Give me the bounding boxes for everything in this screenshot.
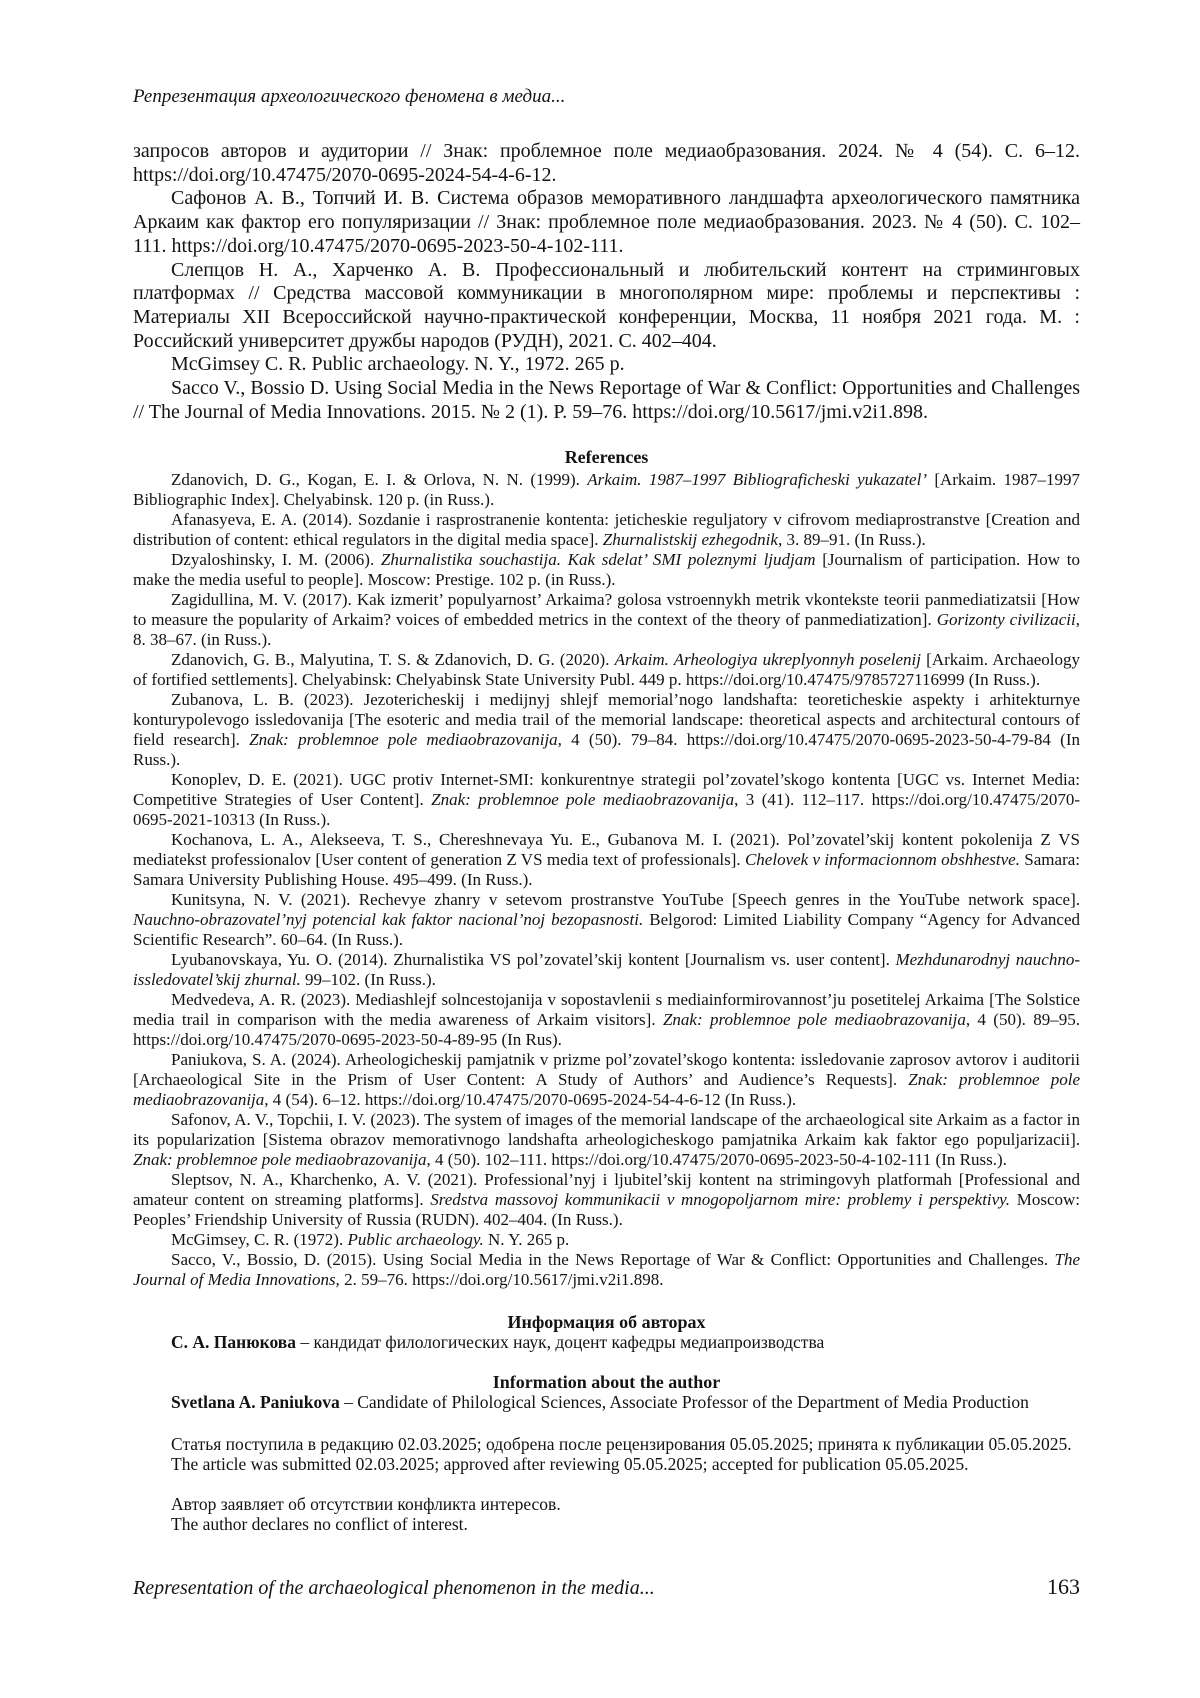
text-segment: [Arkaim. Archaeology of fortified settlements]. Chelyabinsk: Chelyabinsk State University Publ. 449 p. https://doi.org/10.47475/9785727116999 (In Russ.). <box>133 650 1081 690</box>
text-segment: Samara: Samara University Publishing House. 495–499. (In Russ.). <box>133 850 1080 890</box>
text-segment: Zhurnalistskij ezhegodnik <box>602 530 778 550</box>
reference-entry <box>133 650 1080 690</box>
reference-entry <box>133 590 1080 650</box>
text-segment: Zubanova, L. B. (2023). Jezotericheskij i medijnyj shlejf memorial’nogo landshafta: teoreticheskie aspekty i arhitekturnye konturypolevogo issledovanija [The esoteric and media trail of the memorial landscape: theoretical aspects and architectural contours of field research]. <box>133 690 1080 750</box>
text-segment: , 4 (50). 102–111. https://doi.org/10.47475/2070-0695-2023-50-4-102-111 (In Russ.). <box>426 1150 1007 1170</box>
submission-dates <box>133 1434 1080 1474</box>
author-info-en-heading: Information about the author <box>492 1372 721 1393</box>
text-segment: Автор заявляет об отсутствии конфликта интересов. <box>171 1494 561 1515</box>
russian-references-list <box>133 140 1080 424</box>
reference-entry <box>133 690 1080 770</box>
text-segment: Konoplev, D. E. (2021). UGC protiv Internet-SMI: konkurentnye strategii pol’zovatel’skogo kontenta [UGC vs. Internet Media: Competitive Strategies of User Content]. <box>133 770 1080 810</box>
text-segment: Afanasyeva, E. A. (2014). Sozdanie i rasprostranenie kontenta: jeticheskie reguljatory v cifrovom mediaprostranstve [Creation and distribution of content: ethical regulators in the digital media space]. <box>133 510 1080 550</box>
text-segment: Sacco V., Bossio D. Using Social Media in the News Reportage of War & Conflict: Opportunities and Challenges // The Journal of Media Innovations. 2015. № 2 (1). P. 59–76. https://doi.org/10.5617/jmi.v2i1.898. <box>133 377 1080 423</box>
text-segment: Gorizonty civilizacii <box>936 610 1076 630</box>
reference-entry <box>133 550 1080 590</box>
text-segment: , 4 (54). 6–12. https://doi.org/10.47475/2070-0695-2024-54-4-6-12 (In Russ.). <box>264 1090 797 1110</box>
text-segment: Lyubanovskaya, Yu. O. (2014). Zhurnalistika VS pol’zovatel’skij kontent [Journalism vs. user content]. <box>171 950 896 970</box>
reference-entry <box>133 1170 1080 1230</box>
reference-entry <box>133 1250 1080 1290</box>
text-segment: The Journal of Media Innovations, <box>133 1250 1080 1290</box>
text-segment: Arkaim. 1987–1997 Bibliograficheski yukazatel’ <box>587 470 927 490</box>
running-header: Репрезентация археологического феномена в медиа... <box>133 86 566 107</box>
conflict-of-interest <box>133 1494 1080 1534</box>
text-segment: , 8. 38–67. (in Russ.). <box>133 610 1080 650</box>
text-segment: Статья поступила в редакцию 02.03.2025; одобрена после рецензирования 05.05.2025; принята к публикации 05.05.2025. <box>171 1434 1072 1455</box>
text-segment: Svetlana A. Paniukova <box>171 1392 340 1413</box>
russian-reference-entry <box>133 259 1080 354</box>
text-segment: Zdanovich, G. B., Malyutina, T. S. & Zdanovich, D. G. (2020). <box>171 650 615 670</box>
text-segment: Слепцов Н. А., Харченко А. В. Профессиональный и любительский контент на стриминговых платформах // Средства массовой коммуникации в многополярном мире: проблемы и перспективы : Материалы XII Всероссийской научно-практической конференции, Москва, 11 ноября 2021 года. М. : Российский университет дружбы народов (РУДН), 2021. С. 402–404. <box>133 258 1080 352</box>
text-segment: Chelovek v informacionnom obshhestve. <box>744 850 1020 870</box>
text-segment: Zdanovich, D. G., Kogan, E. I. & Orlova, N. N. (1999). <box>171 470 588 490</box>
author-info-ru-line <box>133 1332 1080 1352</box>
text-segment: Kochanova, L. A., Alekseeva, T. S., Chereshnevaya Yu. E., Gubanova M. I. (2021). Pol’zovatel’skij kontent pokolenija Z VS mediatekst professionalov [User content of generation Z VS media text of professionals]. <box>133 830 1080 870</box>
text-segment: Nauchno-obrazovatel’nyj potencial kak faktor nacional’noj bezopasnosti. <box>133 910 644 930</box>
reference-entry <box>133 1230 1080 1250</box>
text-segment: [Journalism of participation. How to make the media useful to people]. Moscow: Prestige. 102 p. (in Russ.). <box>133 550 1080 590</box>
text-segment: Znak: problemnoe pole mediaobrazovanija <box>431 790 735 810</box>
footer-running-title: Representation of the archaeological phenomenon in the media... <box>133 1577 655 1599</box>
text-segment: – Candidate of Philological Sciences, Associate Professor of the Department of Media Production <box>339 1392 1029 1413</box>
russian-reference-entry <box>133 187 1080 258</box>
text-segment: Kunitsyna, N. V. (2021). Rechevye zhanry v setevom prostranstve YouTube [Speech genres in the YouTube network space]. <box>171 890 1080 910</box>
text-segment: Public archaeology. <box>347 1230 484 1250</box>
text-segment: McGimsey, C. R. (1972). <box>171 1230 348 1250</box>
reference-entry <box>133 890 1080 950</box>
text-segment: Mezhdunarodnyj nauchno-issledovatel’skij zhurnal. <box>133 950 1080 990</box>
reference-entry <box>133 470 1080 510</box>
text-segment: N. Y. 265 p. <box>483 1230 570 1250</box>
page-content <box>133 140 1080 1534</box>
text-segment: Znak: problemnoe pole mediaobrazovanija <box>133 1070 1080 1110</box>
text-segment: Sacco, V., Bossio, D. (2015). Using Social Media in the News Reportage of War & Conflict: Opportunities and Challenges. <box>171 1250 1055 1270</box>
reference-entry <box>133 950 1080 990</box>
text-segment: , 3 (41). 112–117. https://doi.org/10.47475/2070-0695-2021-10313 (In Russ.). <box>133 790 1080 830</box>
text-segment: Znak: problemnoe pole mediaobrazovanija <box>249 730 558 750</box>
text-segment: McGimsey C. R. Public archaeology. N. Y., 1972. 265 p. <box>171 353 625 376</box>
text-segment: Sleptsov, N. A., Kharchenko, A. V. (2021). Professional’nyj i ljubitel’skij kontent na strimingovyh platformah [Professional and amateur content on streaming platforms]. <box>133 1170 1080 1210</box>
author-info-en-line <box>133 1392 1080 1412</box>
submission-date-line <box>133 1454 1080 1474</box>
conflict-line <box>133 1514 1080 1534</box>
text-segment: 99–102. (In Russ.). <box>300 970 436 990</box>
references-heading: References <box>564 447 649 468</box>
conflict-line <box>133 1494 1080 1514</box>
page-footer <box>133 1574 1080 1600</box>
text-segment: , 4 (50). 89–95. https://doi.org/10.47475/2070-0695-2023-50-4-89-95 (In Rus). <box>133 1010 1080 1050</box>
text-segment: The author declares no conflict of interest. <box>171 1514 468 1535</box>
text-segment: , 3. 89–91. (In Russ.). <box>777 530 926 550</box>
text-segment: Arkaim. Arheologiya ukreplyonnyh poselenij <box>614 650 922 670</box>
text-segment: С. А. Панюкова <box>171 1332 296 1353</box>
reference-entry <box>133 1110 1080 1170</box>
text-segment: 2. 59–76. https://doi.org/10.5617/jmi.v2i1.898. <box>339 1270 664 1290</box>
reference-entry <box>133 1050 1080 1110</box>
references-list <box>133 470 1080 1290</box>
text-segment: Moscow: Peoples’ Friendship University of Russia (RUDN). 402–404. (In Russ.). <box>133 1190 1080 1230</box>
text-segment: Znak: problemnoe pole mediaobrazovanija <box>662 1010 966 1030</box>
text-segment: Medvedeva, A. R. (2023). Mediashlejf solncestojanija v sopostavlenii s mediainformirovannost’ju posetitelej Arkaima [The Solstice media trail in comparison with the media awareness of Arkaim visitors]. <box>133 990 1080 1030</box>
text-segment: The article was submitted 02.03.2025; approved after reviewing 05.05.2025; accepted for publication 05.05.2025. <box>171 1454 969 1475</box>
reference-entry <box>133 830 1080 890</box>
text-segment: Safonov, A. V., Topchii, I. V. (2023). The system of images of the memorial landscape of the archaeological site Arkaim as a factor in its popularization [Sistema obrazov memorativnogo landshafta arheologicheskogo pamjatnika Arkaim kak faktor ego populjarizacii]. <box>133 1110 1080 1150</box>
text-segment: , 4 (50). 79–84. https://doi.org/10.47475/2070-0695-2023-50-4-79-84 (In Russ.). <box>133 730 1080 770</box>
text-segment: Znak: problemnoe pole mediaobrazovanija <box>133 1150 427 1170</box>
text-segment: – кандидат филологических наук, доцент кафедры медиапроизводства <box>295 1332 825 1353</box>
text-segment: запросов авторов и аудитории // Знак: проблемное поле медиаобразования. 2024. № 4 (54). С. 6–12. https://doi.org/10.47475/2070-0695-2024-54-4-6-12. <box>133 140 1080 186</box>
submission-date-line <box>133 1434 1080 1454</box>
text-segment: Dzyaloshinsky, I. M. (2006). <box>171 550 381 570</box>
text-segment: Сафонов А. В., Топчий И. В. Система образов меморативного ландшафта археологического памятника Аркаим как фактор его популяризации // Знак: проблемное поле медиаобразования. 2023. № 4 (50). С. 102–111. https://doi.org/10.47475/2070-0695-2023-50-4-102-111. <box>133 187 1080 257</box>
text-segment: [Arkaim. 1987–1997 Bibliographic Index]. Chelyabinsk. 120 p. (in Russ.). <box>133 470 1080 510</box>
russian-reference-entry <box>133 377 1080 424</box>
text-segment: Zhurnalistika souchastija. Kak sdelat’ SMI poleznymi ljudjam <box>380 550 816 570</box>
page-number: 163 <box>1047 1574 1080 1599</box>
reference-entry <box>133 990 1080 1050</box>
reference-entry <box>133 770 1080 830</box>
author-info-ru-heading: Информация об авторах <box>507 1312 706 1333</box>
text-segment: Zagidullina, M. V. (2017). Kak izmerit’ populyarnost’ Arkaima? golosa vstroennykh metrik vkontekste teorii panmediatizatsii [How to measure the popularity of Arkaim? voices of embedded metrics in the context of the theory of panmediatization]. <box>133 590 1080 630</box>
text-segment: Sredstva massovoj kommunikacii v mnogopoljarnom mire: problemy i perspektivy. <box>430 1190 1011 1210</box>
reference-entry <box>133 510 1080 550</box>
russian-reference-entry <box>133 140 1080 187</box>
russian-reference-entry <box>133 353 1080 377</box>
text-segment: Paniukova, S. A. (2024). Arheologicheskij pamjatnik v prizme pol’zovatel’skogo kontenta: issledovanie zaprosov avtorov i auditorii [Archaeological Site in the Prism of User Content: A Study of Authors’ and Audience’s Requests]. <box>133 1050 1080 1090</box>
text-segment: Belgorod: Limited Liability Company “Agency for Advanced Scientific Research”. 60–64. (In Russ.). <box>133 910 1080 950</box>
